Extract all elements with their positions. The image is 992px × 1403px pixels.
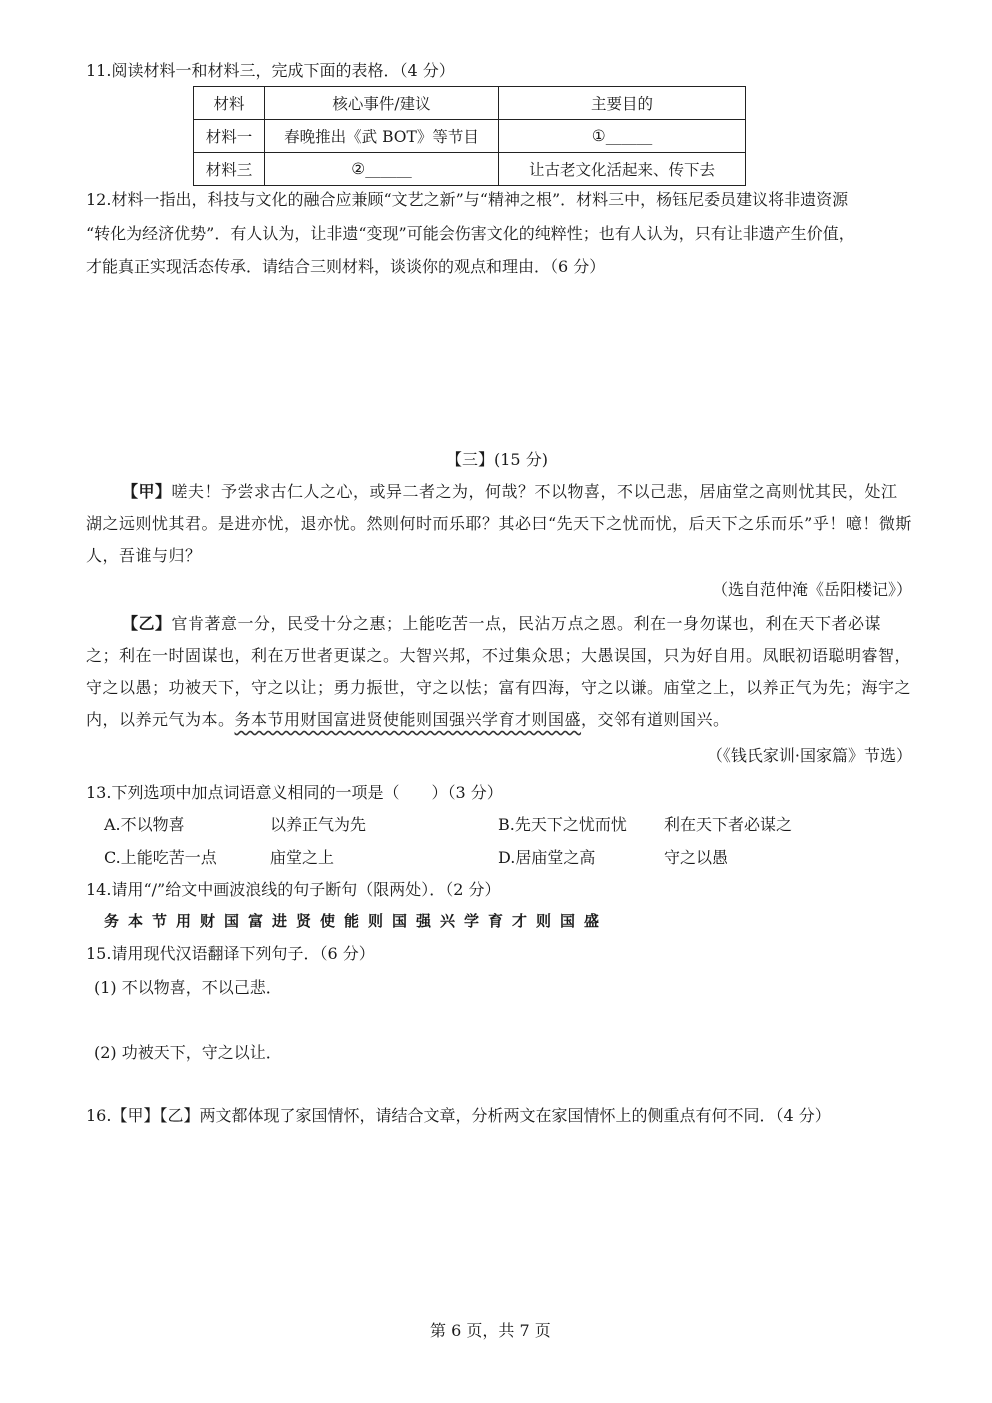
q13-prompt: 13.下列选项中加点词语意义相同的一项是（ ）（3 分） [86,783,503,802]
section-title: 【三】(15 分) [446,450,548,469]
table-header-cell: 核心事件/建议 [265,87,499,120]
q14-sentence: 务本节用财国富进贤使能则国强兴学育才则国盛 [104,912,609,930]
table-cell: 让古老文化活起来、传下去 [499,153,746,186]
q15-prompt: 15.请用现代汉语翻译下列句子．（6 分） [86,944,375,963]
passage-source: （选自范仲淹《岳阳楼记》） [711,580,912,599]
table-header-row [194,87,746,120]
option-c-pair: 庙堂之上 [270,848,335,867]
option-d: D.居庙堂之高 [498,848,596,867]
q11-table [193,86,746,186]
passage-jia [86,476,912,572]
passage-tag: 【甲】 [122,482,172,501]
passage-yi [86,608,912,736]
option-a-pair: 以养正气为先 [270,815,367,834]
table-header-cell: 材料 [194,87,265,120]
table-cell: 春晚推出《武 BOT》等节目 [265,120,499,153]
table-header-cell: 主要目的 [499,87,746,120]
q15-sentence-2: (2) 功被天下，守之以让． [94,1043,282,1062]
table-cell-blank: ①______ [499,120,746,153]
passage-text: 官肯著意一分，民受十分之惠；上能吃苦一点，民沾万点之恩。利在一身勿谋也，利在天下者必谋之；利在一时固谋也，利在万世者更谋之。大智兴邦，不过集众思；大愚误国，只为好自用。凤眠初语聪明睿智，守之以愚；功被天下，守之以让；勇力振世，守之以怯；富有四海，守之以谦。庙堂之上，以养正气为先；海宇之内，以养元气为本。 [86,614,912,729]
table-row [194,120,746,153]
q11-prompt: 11.阅读材料一和材料三，完成下面的表格．（4 分） [86,61,455,80]
option-b-pair: 利在天下者必谋之 [664,815,793,834]
q16-prompt: 16.【甲】【乙】两文都体现了家国情怀，请结合文章，分析两文在家国情怀上的侧重点有何不同．（4 分） [86,1106,831,1125]
option-b: B.先天下之忧而忧 [498,815,627,834]
q15-sentence-1: (1) 不以物喜，不以己悲． [94,978,282,997]
option-c: C.上能吃苦一点 [104,848,217,867]
q12-line-1: 12.材料一指出，科技与文化的融合应兼顾“文艺之新”与“精神之根”．材料三中，杨钰尼委员建议将非遗资源 [86,190,849,209]
table-cell: 材料三 [194,153,265,186]
passage-text: ，交邻有道则国兴。 [581,710,730,729]
option-a: A.不以物喜 [104,815,185,834]
option-d-pair: 守之以愚 [664,848,729,867]
table-cell-blank: ②______ [265,153,499,186]
table-row [194,153,746,186]
q12-line-2: “转化为经济优势”．有人认为，让非遗“变现”可能会伤害文化的纯粹性；也有人认为，只有让非遗产生价值， [86,224,855,243]
passage-text: 嗟夫！予尝求古仁人之心，或异二者之为，何哉？不以物喜，不以己悲，居庙堂之高则忧其民，处江湖之远则忧其君。是进亦忧，退亦忧。然则何时而乐耶？其必曰“先天下之忧而忧，后天下之乐而乐”乎！噫！微斯人，吾谁与归？ [86,482,912,565]
passage-source: （《钱氏家训·国家篇》节选） [706,746,912,765]
q14-prompt: 14.请用“/”给文中画波浪线的句子断句（限两处）．（2 分） [86,880,501,899]
q12-line-3: 才能真正实现活态传承．请结合三则材料，谈谈你的观点和理由．（6 分） [86,257,606,276]
table-cell: 材料一 [194,120,265,153]
wavy-sentence: 务本节用财国富进贤使能则国强兴学育才则国盛 [234,710,582,729]
passage-tag: 【乙】 [122,614,172,633]
page-footer: 第 6 页，共 7 页 [430,1321,551,1340]
